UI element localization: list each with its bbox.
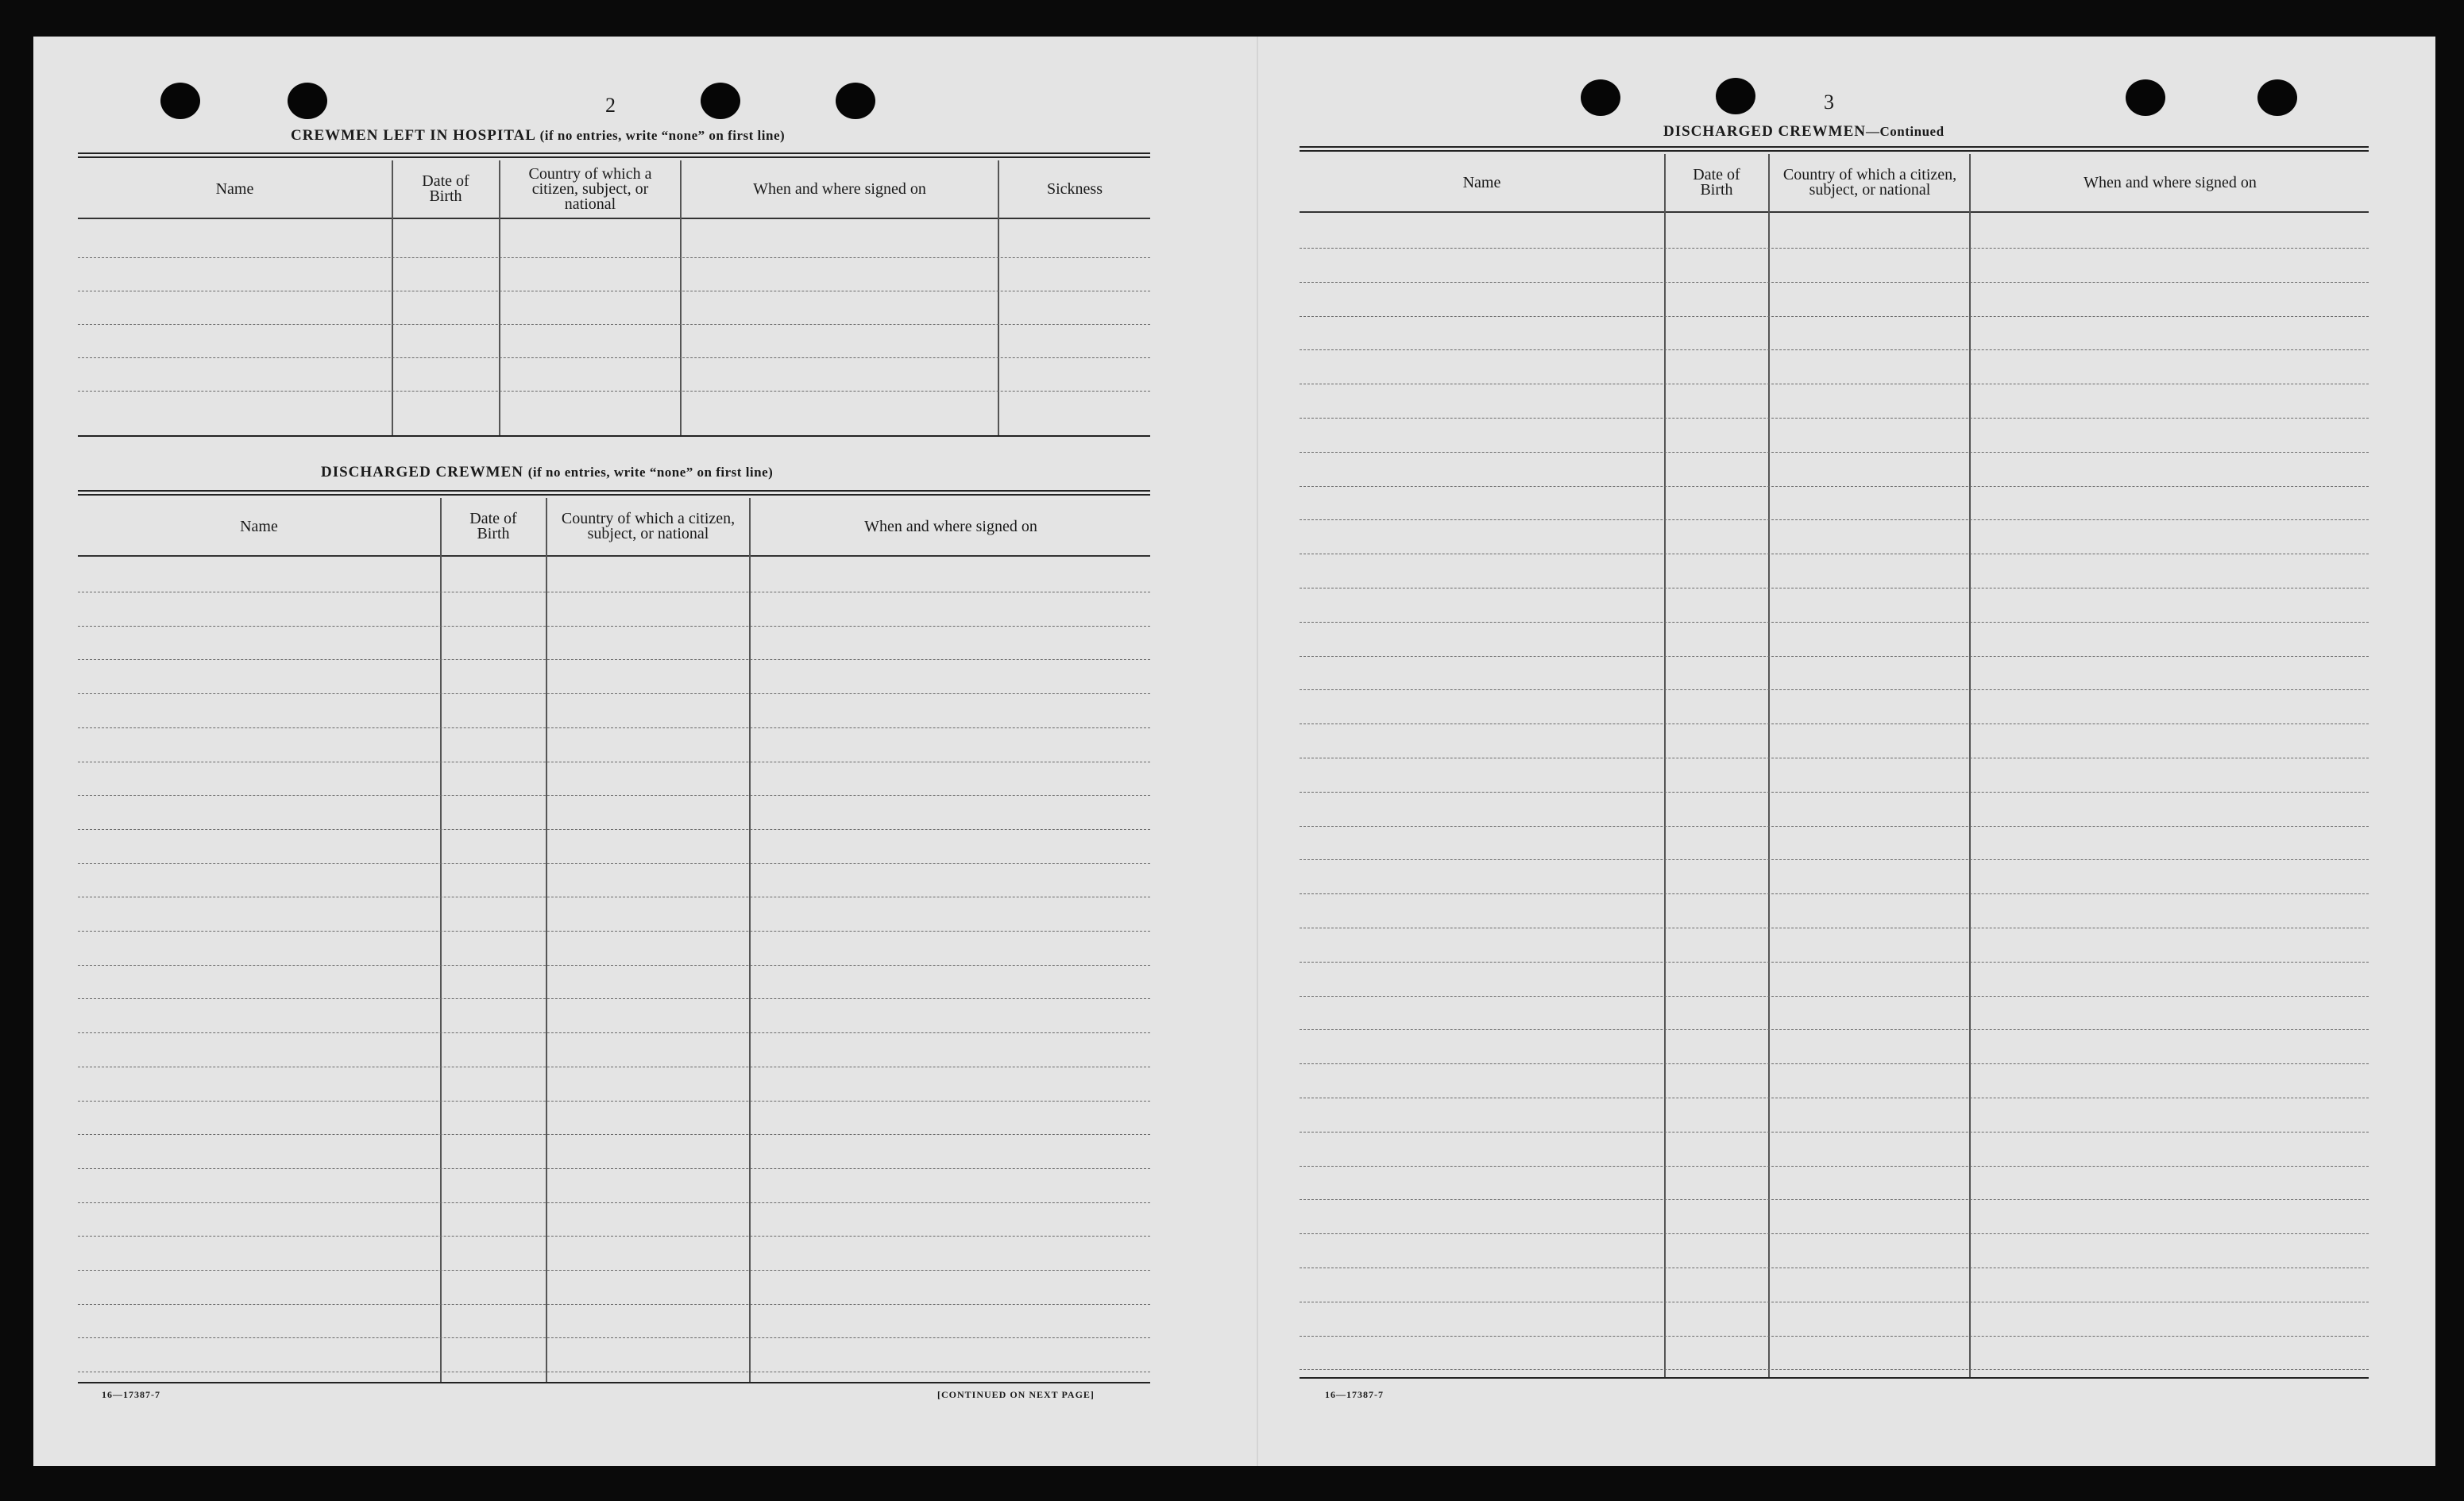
entry-line [1300,826,2369,827]
entry-line [78,391,1150,392]
entry-line [78,1101,1150,1102]
punch-hole [1716,78,1755,114]
entry-line [78,1304,1150,1305]
col-header-signed-on: When and where signed on [753,179,926,198]
col-header-signed-on: When and where signed on [2084,173,2257,191]
form-code: 16—17387-7 [102,1389,160,1400]
entry-line [1300,316,2369,317]
entry-line [1300,622,2369,623]
discharged-table [78,490,1150,1383]
entry-line [1300,1233,2369,1234]
entry-line [1300,349,2369,350]
form-code: 16—17387-7 [1325,1389,1384,1400]
entry-line [1300,1166,2369,1167]
page-number: 3 [1824,91,1834,114]
entry-line [1300,893,2369,894]
punch-hole [1581,79,1620,116]
col-header-name: Name [240,517,278,535]
entry-line [78,1337,1150,1338]
hospital-title-instruction: (if no entries, write “none” on first line) [539,128,786,143]
punch-hole [160,83,200,119]
page-fold [1257,37,1258,1466]
entry-line [78,795,1150,796]
entry-line [78,1236,1150,1237]
col-header-sickness: Sickness [1047,179,1103,198]
entry-line [1300,418,2369,419]
col-header-name: Name [215,179,254,198]
continued-label: —Continued [1866,124,1945,139]
table-bottom-rule [1300,1377,2369,1379]
col-header-date-of-birth: Date of Birth [469,510,517,542]
entry-line [78,693,1150,694]
entry-line [1300,486,2369,487]
entry-line [78,931,1150,932]
discharged-title-text: DISCHARGED CREWMEN [321,464,523,480]
hospital-table-title [291,127,785,145]
punch-hole [288,83,327,119]
col-header-date-of-birth: Date of Birth [422,172,469,205]
continued-note: [CONTINUED ON NEXT PAGE] [937,1389,1095,1400]
col-header-country: Country of which a citizen, subject, or national [528,164,652,213]
entry-line [78,998,1150,999]
entry-line [1300,962,2369,963]
entry-line [78,829,1150,830]
entry-line [1300,1029,2369,1030]
entry-line [1300,282,2369,283]
col-header-name: Name [1462,173,1501,191]
entry-line [1300,1132,2369,1133]
punch-hole [701,83,740,119]
entry-line [1300,1063,2369,1064]
entry-line [78,257,1150,258]
col-header-country: Country of which a citizen, subject, or national [1782,166,1957,199]
col-header-signed-on: When and where signed on [864,517,1037,535]
entry-line [78,1134,1150,1135]
table-bottom-rule [78,1382,1150,1383]
entry-line [1300,723,2369,724]
entry-line [78,863,1150,864]
table-bottom-rule [78,435,1150,437]
entry-line [78,727,1150,728]
entry-line [1300,859,2369,860]
entry-line [78,626,1150,627]
entry-line [78,1270,1150,1271]
hospital-table [78,152,1150,437]
punch-hole [836,83,875,119]
entry-line [78,965,1150,966]
entry-line [78,1168,1150,1169]
entry-line [1300,1369,2369,1370]
discharged-continued-table [1300,146,2369,1379]
entry-line [78,1202,1150,1203]
discharged-title-text: DISCHARGED CREWMEN [1663,123,1866,140]
entry-line [1300,996,2369,997]
discharged-continued-title [1663,123,1945,141]
entry-line [1300,1199,2369,1200]
entry-line [1300,689,2369,690]
entry-line [78,324,1150,325]
entry-line [78,1032,1150,1033]
discharged-table-title [321,464,773,481]
entry-line [1300,248,2369,249]
entry-line [78,357,1150,358]
col-header-date-of-birth: Date of Birth [1693,166,1740,199]
entry-line [1300,656,2369,657]
entry-line [1300,519,2369,520]
discharged-title-instruction: (if no entries, write “none” on first line) [527,465,774,480]
entry-line [1300,792,2369,793]
hospital-title-text: CREWMEN LEFT IN HOSPITAL [291,127,535,144]
col-header-country: Country of which a citizen, subject, or national [561,510,736,542]
punch-hole [2257,79,2297,116]
entry-line [1300,1336,2369,1337]
entry-line [1300,452,2369,453]
entry-line [78,659,1150,660]
page-number: 2 [605,94,616,117]
punch-hole [2126,79,2165,116]
